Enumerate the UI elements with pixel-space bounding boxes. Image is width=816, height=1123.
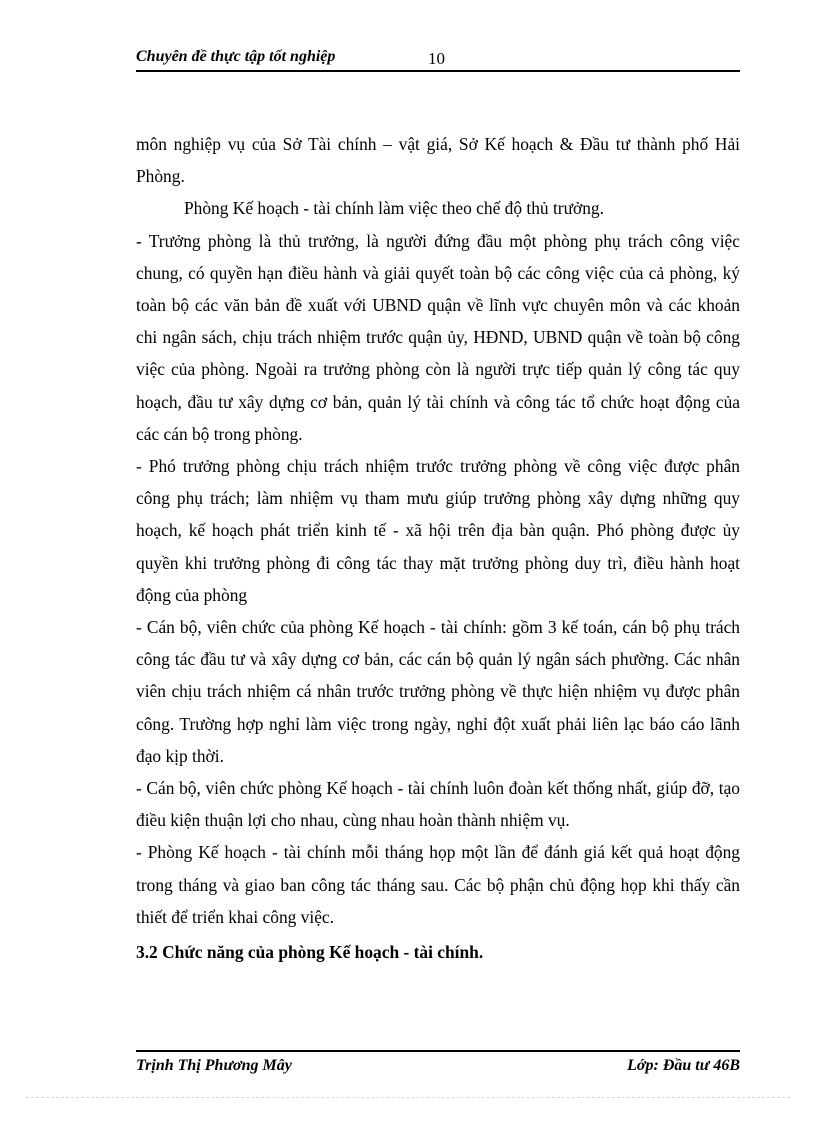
paragraph: - Cán bộ, viên chức phòng Kế hoạch - tài chính luôn đoàn kết thống nhất, giúp đỡ, tạo điều kiện thuận lợi cho nhau, cùng nhau hoàn thành nhiệm vụ. [136,778,740,831]
page-edge-divider [26,1097,790,1098]
paragraph: Phòng Kế hoạch - tài chính làm việc theo chế độ thủ trưởng. [184,198,604,219]
page-header [136,48,740,72]
paragraph: - Phó trưởng phòng chịu trách nhiệm trước trưởng phòng về công việc được phân công phụ trách; làm nhiệm vụ tham mưu giúp trưởng phòng xây dựng những quy hoạch, kế hoạch phát triển kinh tế - xã hội trên địa bàn quận. Phó phòng được ủy quyền khi trưởng phòng đi công tác thay mặt trưởng phòng duy trì, điều hành hoạt động của phòng [136,456,740,605]
paragraph: - Cán bộ, viên chức của phòng Kế hoạch - tài chính: gồm 3 kế toán, cán bộ phụ trách công tác đầu tư và xây dựng cơ bản, các cán bộ quản lý ngân sách phường. Các nhân viên chịu trách nhiệm cá nhân trước trưởng phòng về thực hiện nhiệm vụ được phân công. Trường hợp nghỉ làm việc trong ngày, nghỉ đột xuất phải liên lạc báo cáo lãnh đạo kịp thời. [136,617,740,766]
body-text [136,128,740,933]
footer-author: Trịnh Thị Phương Mây [136,1057,292,1074]
paragraph: - Phòng Kế hoạch - tài chính mỗi tháng họp một lần để đánh giá kết quả hoạt động trong tháng và giao ban công tác tháng sau. Các bộ phận chủ động họp khi thấy cần thiết để triển khai công việc. [136,842,740,927]
paragraph: - Trưởng phòng là thủ trưởng, là người đứng đầu một phòng phụ trách công việc chung, có quyền hạn điều hành và giải quyết toàn bộ các công việc của cả phòng, ký toàn bộ các văn bản đề xuất với UBND quận về lĩnh vực chuyên môn và các khoản chi ngân sách, chịu trách nhiệm trước quận ủy, HĐND, UBND quận về toàn bộ công việc của phòng. Ngoài ra trưởng phòng còn là người trực tiếp quản lý công tác quy hoạch, đầu tư xây dựng cơ bản, quản lý tài chính và công tác tổ chức hoạt động của các cán bộ trong phòng. [136,230,740,444]
section-heading: 3.2 Chức năng của phòng Kế hoạch - tài chính. [136,942,484,962]
header-title: Chuyên đề thực tập tốt nghiệp [136,48,336,65]
paragraph: môn nghiệp vụ của Sở Tài chính – vật giá, Sở Kế hoạch & Đầu tư thành phố Hải Phòng. [136,134,740,187]
page-number: 10 [428,49,445,68]
footer-class: Lớp: Đầu tư 46B [627,1057,740,1074]
page-footer [136,1050,740,1080]
